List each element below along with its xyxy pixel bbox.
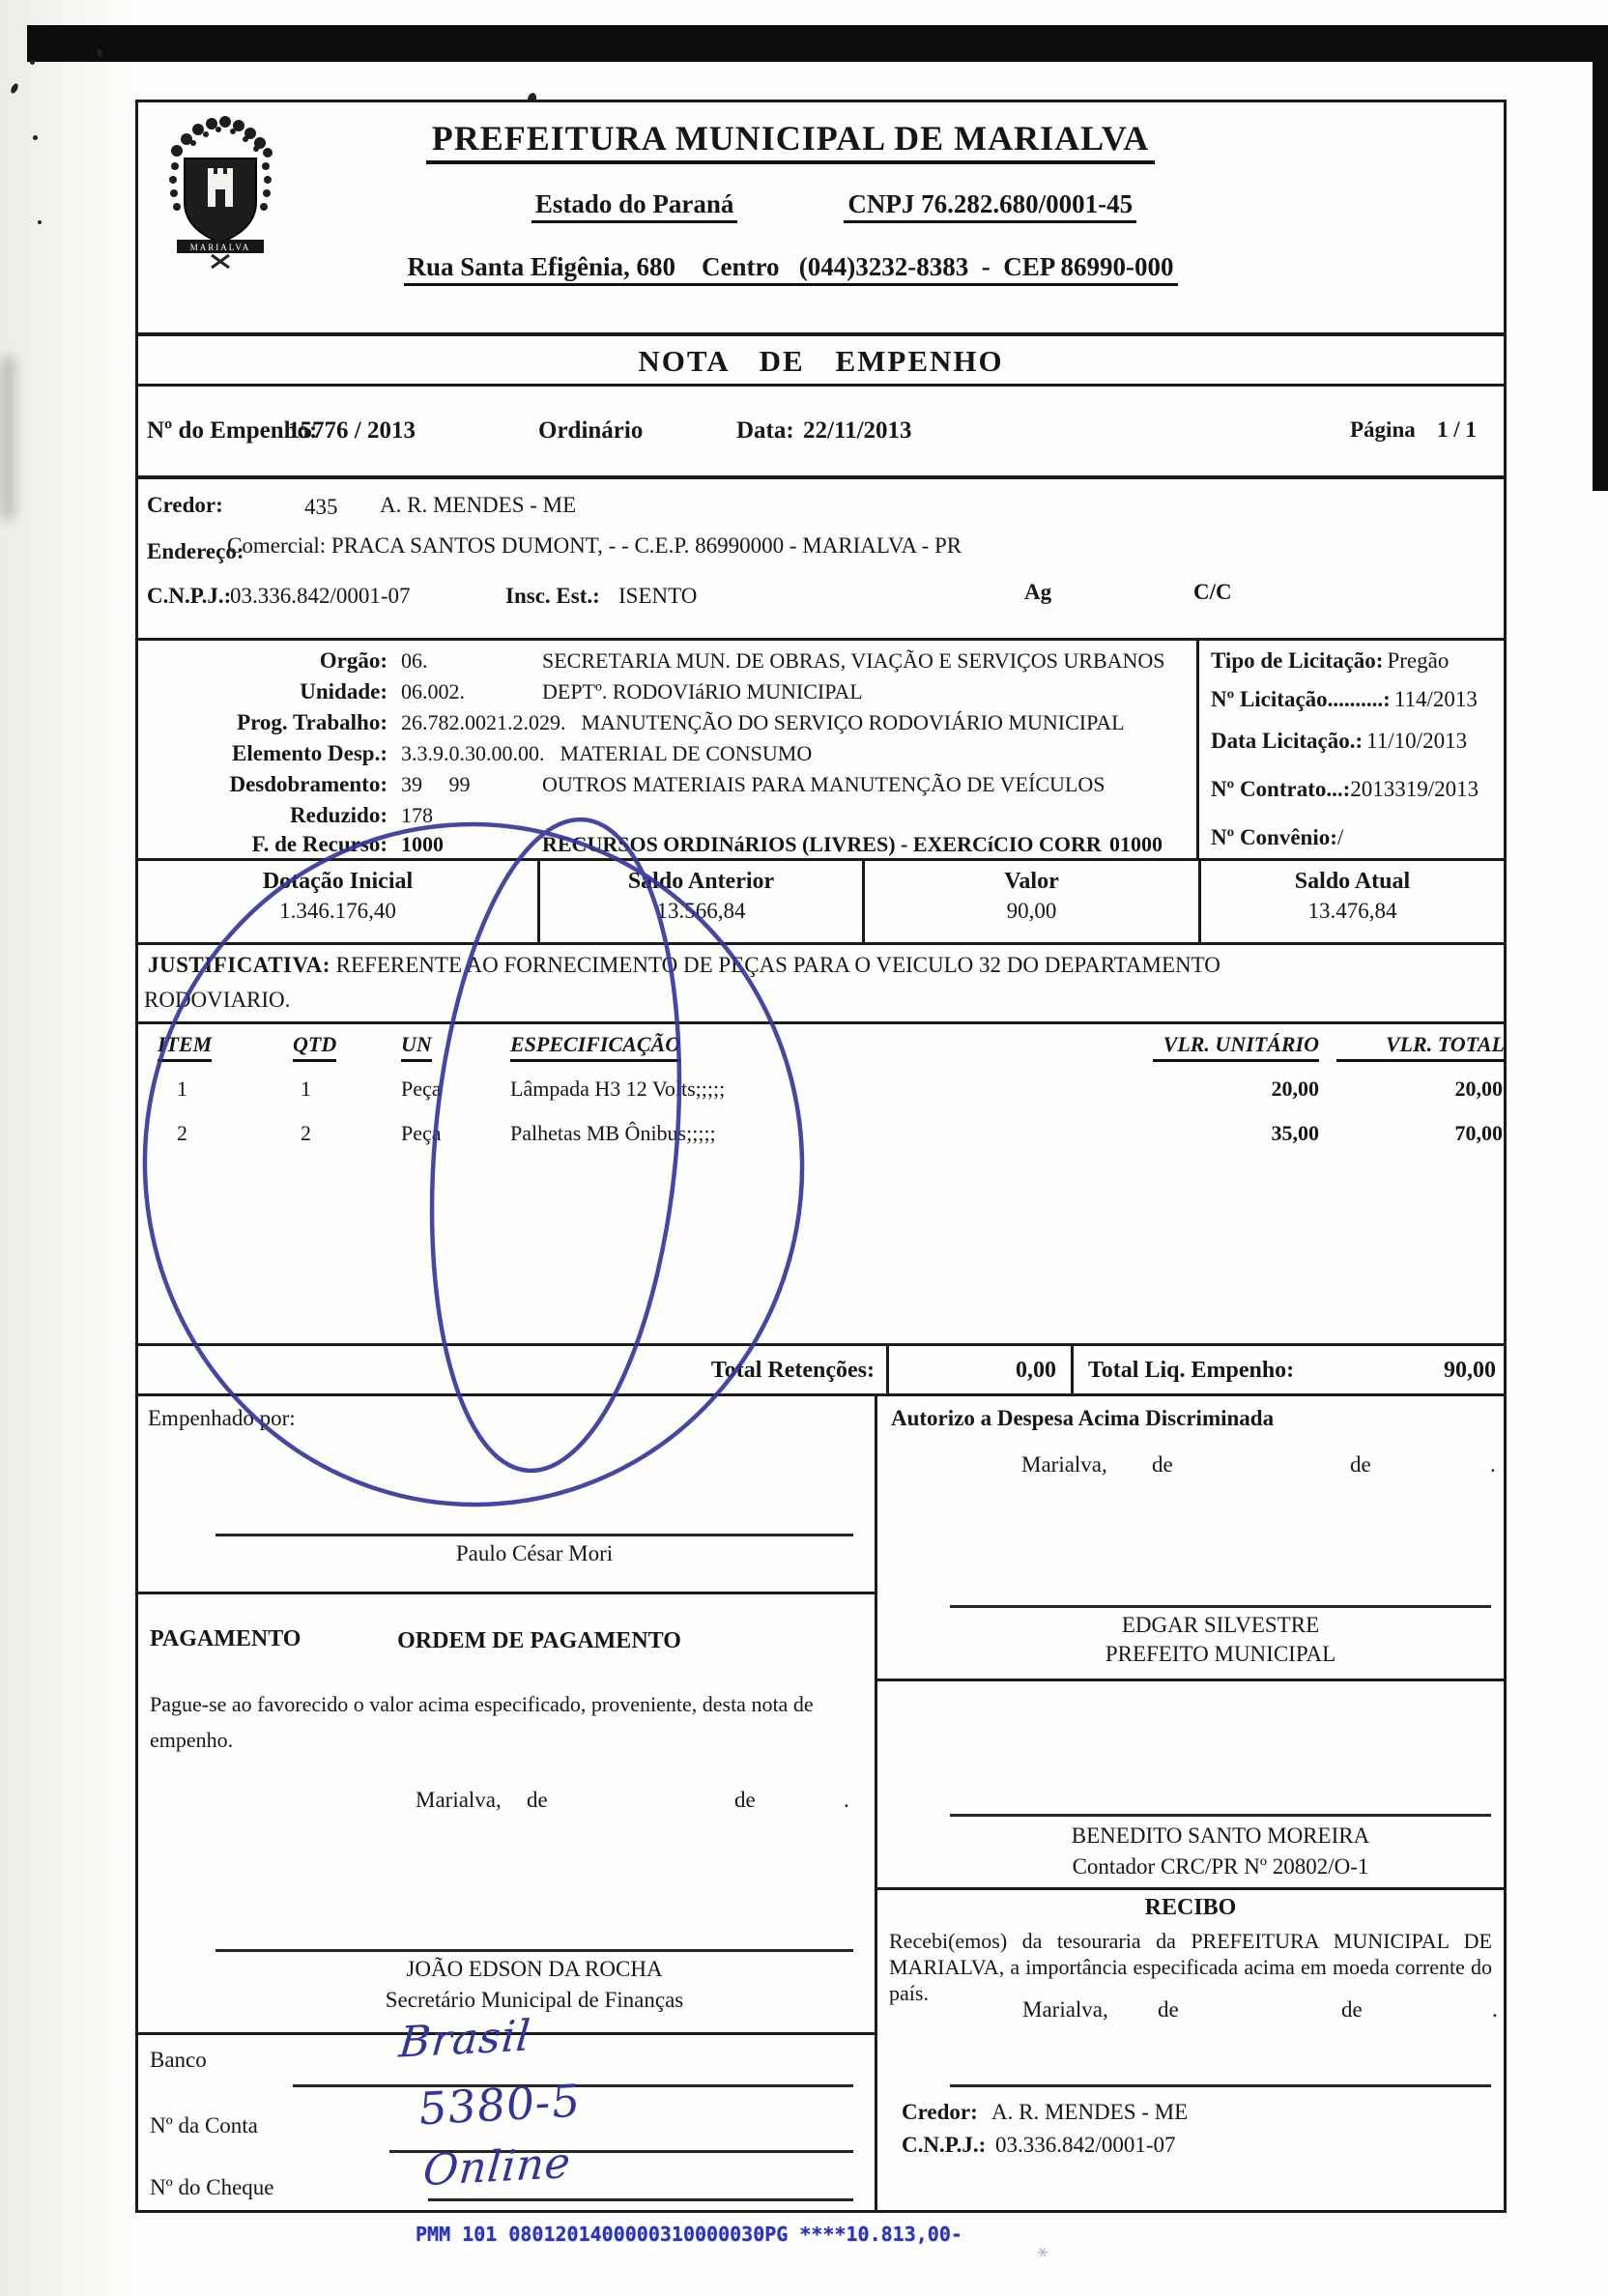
bank-label: Banco [150,2048,207,2072]
dotacao-value: 1.346.176,40 [279,899,396,923]
dotacao-value: 13.476,84 [1307,899,1397,923]
item-unit: Peça [401,1076,442,1101]
recibo-title: RECIBO [1144,1895,1237,1920]
scan-right-black-strip [1593,25,1608,491]
budget-resource-code: 01000 [1109,832,1163,856]
budget-label: Orgão: [319,648,388,673]
item-spec: Palhetas MB Ônibus;;;;; [510,1121,716,1145]
justification-text-cont: RODOVIARIO. [144,988,291,1012]
recibo-text: Recebi(emos) da tesouraria da PREFEITURA MUNICIPAL DE MARIALVA, a importância especificada acima em moeda corrente do país. [889,1929,1492,2005]
dotacao-value: 13.566,84 [656,899,746,923]
section-divider [138,1592,875,1594]
ink-speck [38,220,42,224]
item-number: 2 [177,1121,187,1145]
licitacao-type-row [1211,648,1449,674]
empenho-number-row [138,387,1504,479]
address-label: Endereço: [147,539,244,563]
saldo-anterior-cell [537,861,862,942]
empenho-date-label: Data: [736,417,794,444]
liquido-value: 90,00 [1444,1358,1496,1383]
justification-line1 [148,953,1220,978]
budget-label: Prog. Trabalho: [237,710,388,734]
ink-smudge: ⁎ [1034,2238,1052,2263]
dotacao-header: Saldo Anterior [627,869,775,894]
doc-title: NOTA DE EMPENHO [638,344,1004,378]
cnpj-header-value: CNPJ 76.282.680/0001-45 [844,189,1136,223]
cnpj-label: C.N.P.J.: [147,584,232,608]
mayor-name: EDGAR SILVESTRE [1121,1613,1320,1637]
item-number: 1 [177,1076,187,1101]
state-label: Estado do Paraná [531,189,738,223]
pagamento-title: PAGAMENTO [150,1626,302,1651]
empenho-number-value: 15776 / 2013 [288,417,416,444]
licitacao-number-row [1211,687,1478,712]
budget-row-recurso [138,832,1192,857]
period-mark: . [844,1788,849,1812]
budget-row-desdobramento [138,772,1192,797]
section-divider [877,1887,1504,1890]
marialva-coat-of-arms-icon [148,110,293,270]
svg-text:MARIALVA: MARIALVA [189,243,251,252]
nota-de-empenho-form [135,100,1507,2213]
address-value: Comercial: PRACA SANTOS DUMONT, - - C.E.P. 86990000 - MARIALVA - PR [227,533,962,558]
state-reg-value: ISENTO [618,584,698,608]
justification-text: REFERENTE AO FORNECIMENTO DE PEÇAS PARA O VEICULO 32 DO DEPARTAMENTO [335,953,1220,977]
empenho-date-value: 22/11/2013 [803,417,912,444]
item-qty: 2 [301,1121,311,1145]
budget-desc: OUTROS MATERIAIS PARA MANUTENÇÃO DE VEÍCULOS [542,772,1106,796]
recibo-credor-name: A. R. MENDES - ME [991,2100,1189,2124]
recibo-cnpj-value: 03.336.842/0001-07 [995,2133,1176,2157]
address-text: Rua Santa Efigênia, 680 Centro (044)3232-8383 - CEP 86990-000 [404,252,1178,286]
budget-desc: DEPTº. RODOVIáRIO MUNICIPAL [542,679,863,703]
agreement-number-row [1211,825,1343,850]
totals-divider-2 [1071,1346,1074,1393]
licitacao-date-row [1211,729,1467,754]
budget-desc: RECURSOS ORDINáRIOS (LIVRES) - EXERCíCIO CORR [542,832,1102,856]
budget-row-elemento [138,741,1192,766]
signature-line [215,1534,853,1536]
left-signature-column [138,1396,877,2210]
budget-code: 26.782.0021.2.029. [401,710,566,734]
period-mark: . [1492,1997,1498,2022]
dotacao-header: Dotação Inicial [262,869,414,894]
budget-vertical-divider [1196,641,1199,858]
licitacao-value: / [1336,825,1344,849]
budget-label: Elemento Desp.: [232,741,388,765]
budget-row-orgao [138,648,1192,674]
saldo-atual-cell [1198,861,1504,942]
items-header-total: VLR. TOTAL [1336,1032,1505,1062]
item-qty: 1 [301,1076,311,1101]
items-header-un: UN [401,1032,432,1062]
contract-number-row [1211,777,1479,802]
budget-row-prog-trabalho [138,710,1192,735]
signature-line [215,1949,853,1952]
ordem-pagamento-title: ORDEM DE PAGAMENTO [397,1628,681,1653]
totals-row [138,1346,1504,1396]
signature-line [950,2084,1491,2087]
city-word: Marialva, [416,1788,502,1812]
cnpj-value: 03.336.842/0001-07 [230,584,411,608]
de-word: de [1341,1997,1363,2022]
retencoes-value: 0,00 [1016,1358,1056,1383]
de-word: de [1350,1452,1371,1477]
creditor-label: Credor: [147,493,223,517]
city-word: Marialva, [1022,1997,1108,2022]
dotacao-value: 90,00 [1006,899,1057,923]
items-header-item: ITEM [158,1032,212,1062]
licitacao-value: Pregão [1387,648,1450,673]
accountant-name: BENEDITO SANTO MOREIRA [1071,1823,1370,1848]
recibo-credor-label: Credor: [902,2100,978,2124]
budget-label: Desdobramento: [229,772,388,796]
dotacao-inicial-cell [138,861,537,942]
licitacao-value: 11/10/2013 [1366,729,1468,753]
budget-label: F. de Recurso: [251,832,388,856]
coat-of-arms-logo [148,110,293,270]
dotacao-header: Saldo Atual [1294,869,1411,894]
item-total-price: 20,00 [1454,1076,1503,1101]
budget-code: 06. [401,648,428,673]
recibo-cnpj-label: C.N.P.J.: [902,2133,987,2157]
header-state-cnpj-line [302,189,1278,219]
account-handwritten-value: 5380-5 [416,2074,584,2136]
agency-label: Ag [1024,580,1052,604]
payment-order-text: Pague-se ao favorecido o valor acima especificado, proveniente, desta nota de empenho. [150,1692,814,1752]
budget-code: 3.3.9.0.30.00.00. [401,741,545,765]
retencoes-label: Total Retenções: [710,1358,875,1383]
totals-divider-1 [886,1346,889,1393]
city-word: Marialva, [1021,1452,1107,1477]
licitacao-label: Nº Licitação..........: [1211,687,1391,711]
budget-desc: SECRETARIA MUN. DE OBRAS, VIAÇÃO E SERVIÇOS URBANOS [542,648,1165,673]
creditor-block [138,479,1504,641]
item-total-price: 70,00 [1454,1121,1503,1145]
budget-desc: MANUTENÇÃO DO SERVIÇO RODOVIÁRIO MUNICIPAL [581,710,1125,734]
form-header [138,102,1504,336]
justification-label: JUSTIFICATIVA: [148,953,330,977]
signatory-name: JOÃO EDSON DA ROCHA [406,1957,663,1981]
budget-code: 178 [401,803,433,827]
municipality-title [302,118,1278,158]
authorize-expense-title: Autorizo a Despesa Acima Discriminada [891,1406,1275,1430]
de-word: de [527,1788,548,1812]
budget-row-reduzido [138,803,1192,828]
machine-print-line: PMM 101 0801201400000310000030PG ****10.813,00- [416,2223,962,2246]
item-spec: Lâmpada H3 12 Volts;;;;; [510,1076,726,1101]
section-divider [877,1679,1504,1681]
state-reg-label: Insc. Est.: [505,584,600,608]
municipality-title-text: PREFEITURA MUNICIPAL DE MARIALVA [426,119,1155,164]
scan-top-black-bar [27,25,1608,62]
header-address-line [302,252,1278,282]
account-number-label: Nº da Conta [150,2113,258,2138]
cheque-number-label: Nº do Cheque [150,2175,274,2199]
budget-desc: MATERIAL DE CONSUMO [560,741,813,765]
licitacao-label: Nº Contrato...: [1211,777,1351,801]
item-unit-price: 20,00 [1271,1076,1319,1101]
account-label: C/C [1193,580,1232,604]
de-word: de [1158,1997,1179,2022]
items-header-espec: ESPECIFICAÇÃO [510,1032,680,1062]
page-value: 1 / 1 [1437,417,1477,442]
page-label: Página [1350,417,1416,442]
accountant-role: Contador CRC/PR Nº 20802/O-1 [1072,1854,1369,1879]
licitacao-label: Nº Convênio: [1211,825,1337,849]
signatory-name: Paulo César Mori [455,1541,614,1565]
justification-block [138,945,1504,1024]
creditor-code: 435 [304,495,338,519]
valor-cell [862,861,1198,942]
right-signature-column [877,1396,1504,2210]
budget-code: 1000 [401,832,444,856]
licitacao-label: Data Licitação.: [1211,729,1364,753]
period-mark: . [1490,1452,1496,1477]
budget-classification-block [138,641,1504,861]
ink-speck [30,60,35,65]
empenhado-por-label: Empenhado por: [148,1406,296,1430]
mayor-role: PREFEITO MUNICIPAL [1105,1642,1336,1666]
bank-handwritten-value: Brasil [396,2011,533,2068]
budget-code: 06.002. [401,679,465,703]
items-table [138,1024,1504,1346]
licitacao-value: 114/2013 [1393,687,1478,711]
signature-line [950,1605,1491,1608]
signature-line [950,1814,1491,1817]
empenho-number-label: Nº do Empenho: [147,417,318,444]
items-header-unit: VLR. UNITÁRIO [1153,1032,1319,1062]
budget-label: Unidade: [300,679,388,703]
de-word: de [734,1788,756,1812]
licitacao-value: 2013319/2013 [1350,777,1479,801]
creditor-name: A. R. MENDES - ME [380,493,577,517]
licitacao-label: Tipo de Licitação: [1211,648,1384,673]
de-word: de [1152,1452,1173,1477]
dotacao-table [138,861,1504,945]
budget-code: 39 99 [401,772,471,796]
signatures-section [138,1396,1504,2210]
item-unit-price: 35,00 [1271,1121,1319,1145]
scan-left-margin-shade [0,0,135,2296]
scan-edge-smudge [0,356,15,520]
items-header-qtd: QTD [293,1032,336,1062]
ink-speck [33,135,38,140]
cheque-fill-line [428,2198,853,2201]
dotacao-header: Valor [1004,869,1059,894]
liquido-label: Total Liq. Empenho: [1088,1358,1295,1383]
signatory-role: Secretário Municipal de Finanças [385,1988,684,2012]
doc-title-band [138,336,1504,387]
budget-label: Reduzido: [290,803,388,827]
item-unit: Peça [401,1121,442,1145]
cheque-handwritten-value: Online [420,2138,574,2196]
empenho-type: Ordinário [538,417,644,444]
budget-row-unidade [138,679,1192,704]
